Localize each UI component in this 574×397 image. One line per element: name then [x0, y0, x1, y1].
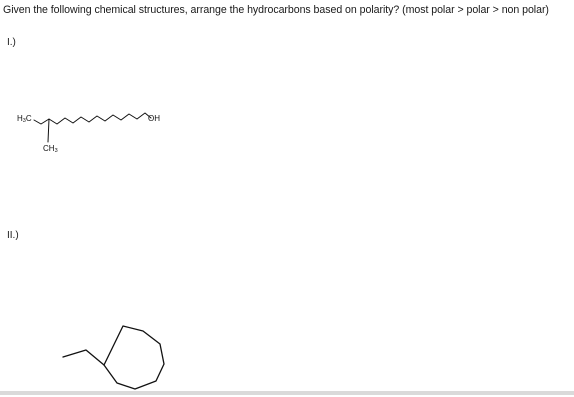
- question-text: Given the following chemical structures, arrange the hydrocarbons based on polarity? (most polar > polar > non polar): [3, 4, 549, 16]
- item-label-2: II.): [7, 230, 19, 241]
- structure-1-oh-label: OH: [148, 114, 160, 123]
- item-label-1: I.): [7, 37, 16, 48]
- structure-2-cyclooctane-ring: [104, 326, 164, 389]
- structure-1-h3c-label: $H_3C$: [17, 114, 32, 124]
- structure-2-ethyl-substituent: [63, 350, 104, 365]
- bottom-divider: [0, 391, 574, 395]
- structure-1-ch3-label: $CH_3$: [43, 144, 58, 154]
